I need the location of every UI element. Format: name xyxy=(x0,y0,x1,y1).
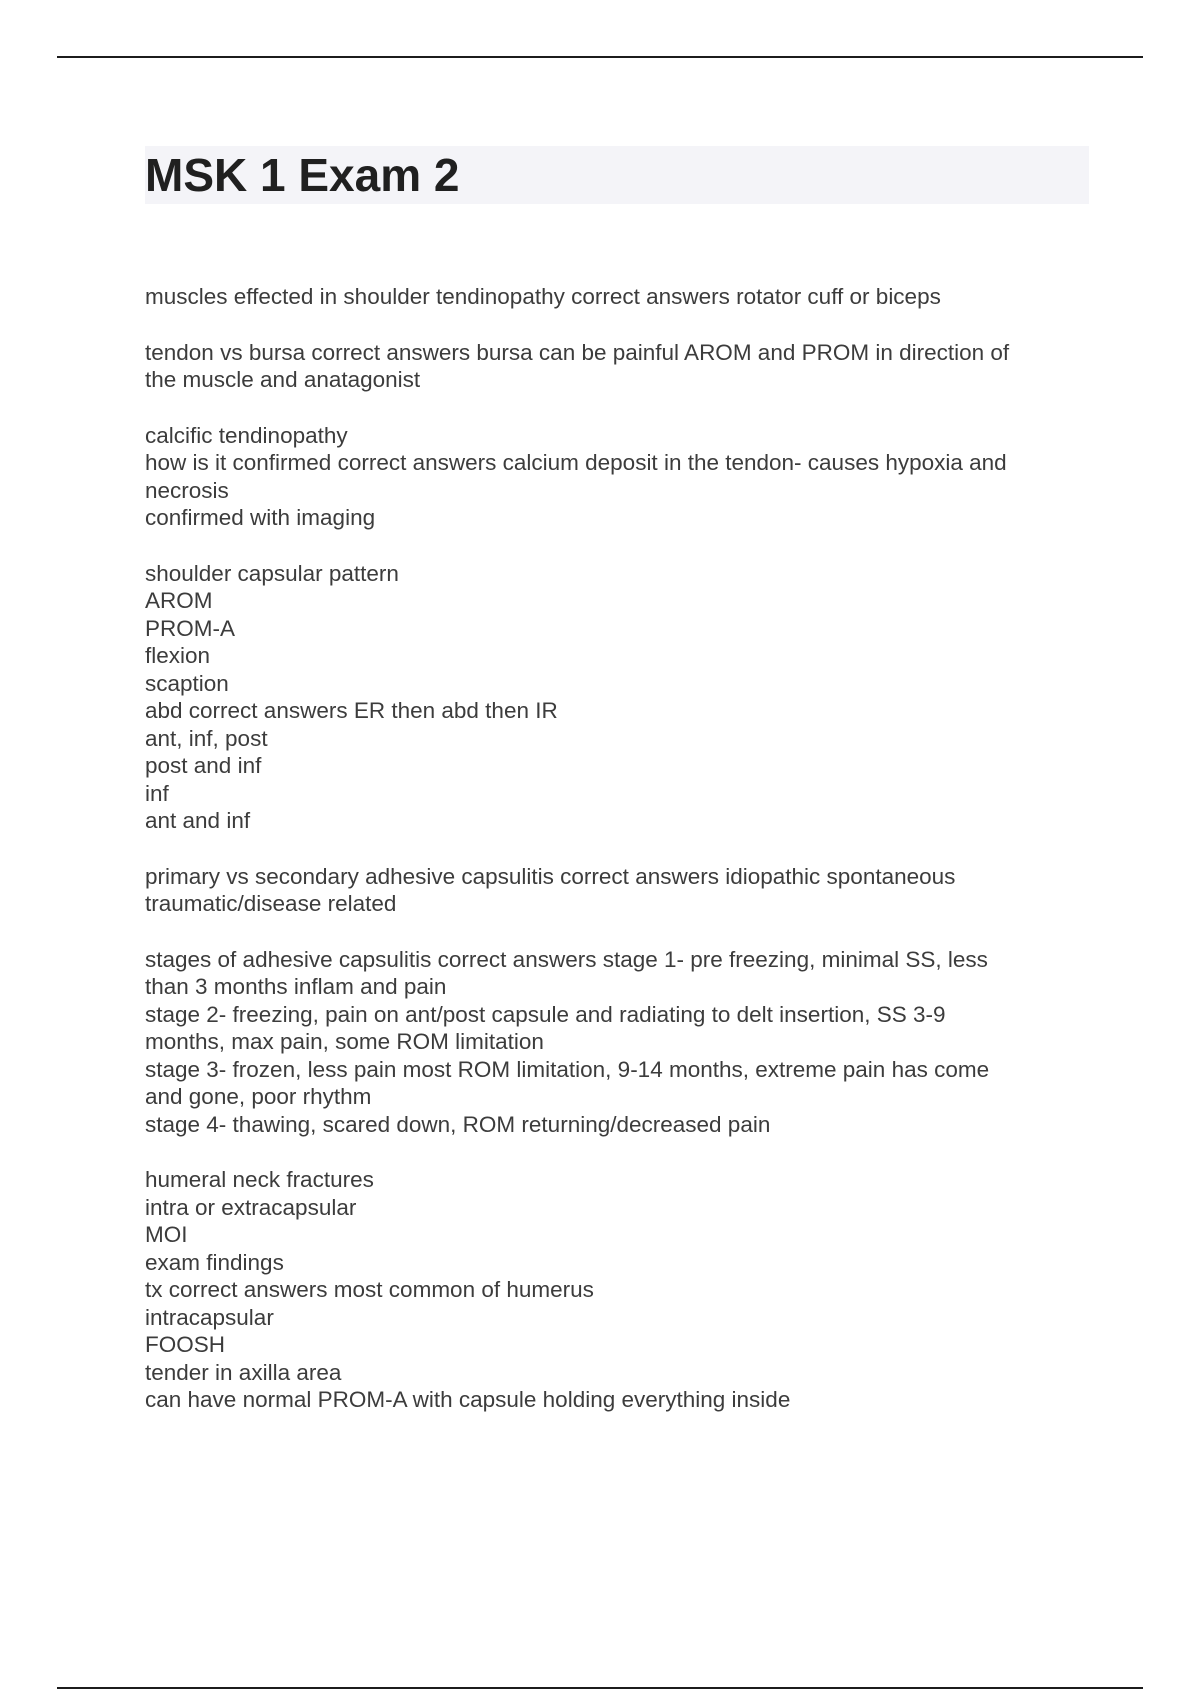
text-line: than 3 months inflam and pain xyxy=(145,974,447,999)
footer-rule xyxy=(57,1687,1143,1689)
page-title: MSK 1 Exam 2 xyxy=(145,149,460,201)
text-line: stage 4- thawing, scared down, ROM returning/decreased pain xyxy=(145,1111,771,1137)
header-rule xyxy=(57,56,1143,58)
text-line: tendon vs bursa correct answers bursa can be painful AROM and PROM in direction of xyxy=(145,339,1010,365)
text-line: PROM-A xyxy=(145,615,235,641)
text-line: intra or extracapsular xyxy=(145,1194,357,1220)
text-line: humeral neck fractures xyxy=(145,1167,374,1192)
text-line: ant, inf, post xyxy=(145,725,268,751)
text-line: abd correct answers ER then abd then IR xyxy=(145,698,558,723)
document-body xyxy=(145,283,1095,1442)
qa-entry xyxy=(145,946,1095,1139)
text-line: months, max pain, some ROM limitation xyxy=(145,1029,544,1054)
text-line: can have normal PROM-A with capsule holding everything inside xyxy=(145,1387,791,1412)
text-line: and gone, poor rhythm xyxy=(145,1084,372,1109)
text-line: exam findings xyxy=(145,1249,284,1275)
text-line: MOI xyxy=(145,1222,188,1247)
text-line: shoulder capsular pattern xyxy=(145,560,399,586)
text-line: stage 2- freezing, pain on ant/post capsule and radiating to delt insertion, SS 3-9 xyxy=(145,1001,946,1027)
text-line: calcific tendinopathy xyxy=(145,422,348,448)
text-line: inf xyxy=(145,780,169,806)
text-line: how is it confirmed correct answers calcium deposit in the tendon- causes hypoxia and xyxy=(145,450,1007,475)
text-line: stage 3- frozen, less pain most ROM limitation, 9-14 months, extreme pain has come xyxy=(145,1056,990,1082)
text-line: necrosis xyxy=(145,477,229,503)
text-line: AROM xyxy=(145,588,213,613)
qa-entry xyxy=(145,422,1095,532)
text-line: primary vs secondary adhesive capsulitis correct answers idiopathic spontaneous xyxy=(145,863,956,889)
text-line: post and inf xyxy=(145,753,262,778)
text-line: flexion xyxy=(145,643,211,668)
qa-entry xyxy=(145,339,1095,394)
text-line: scaption xyxy=(145,670,229,696)
text-line: FOOSH xyxy=(145,1332,226,1357)
text-line: muscles effected in shoulder tendinopathy correct answers rotator cuff or biceps xyxy=(145,284,941,309)
qa-entry xyxy=(145,1166,1095,1414)
qa-entry xyxy=(145,560,1095,835)
text-line: tx correct answers most common of humerus xyxy=(145,1277,594,1302)
qa-entry xyxy=(145,283,1095,311)
text-line: tender in axilla area xyxy=(145,1359,342,1385)
text-line: stages of adhesive capsulitis correct answers stage 1- pre freezing, minimal SS, less xyxy=(145,946,988,972)
text-line: traumatic/disease related xyxy=(145,891,397,916)
text-line: ant and inf xyxy=(145,808,251,833)
text-line: the muscle and anatagonist xyxy=(145,367,421,392)
qa-entry xyxy=(145,863,1095,918)
text-line: confirmed with imaging xyxy=(145,505,376,530)
text-line: intracapsular xyxy=(145,1304,274,1330)
